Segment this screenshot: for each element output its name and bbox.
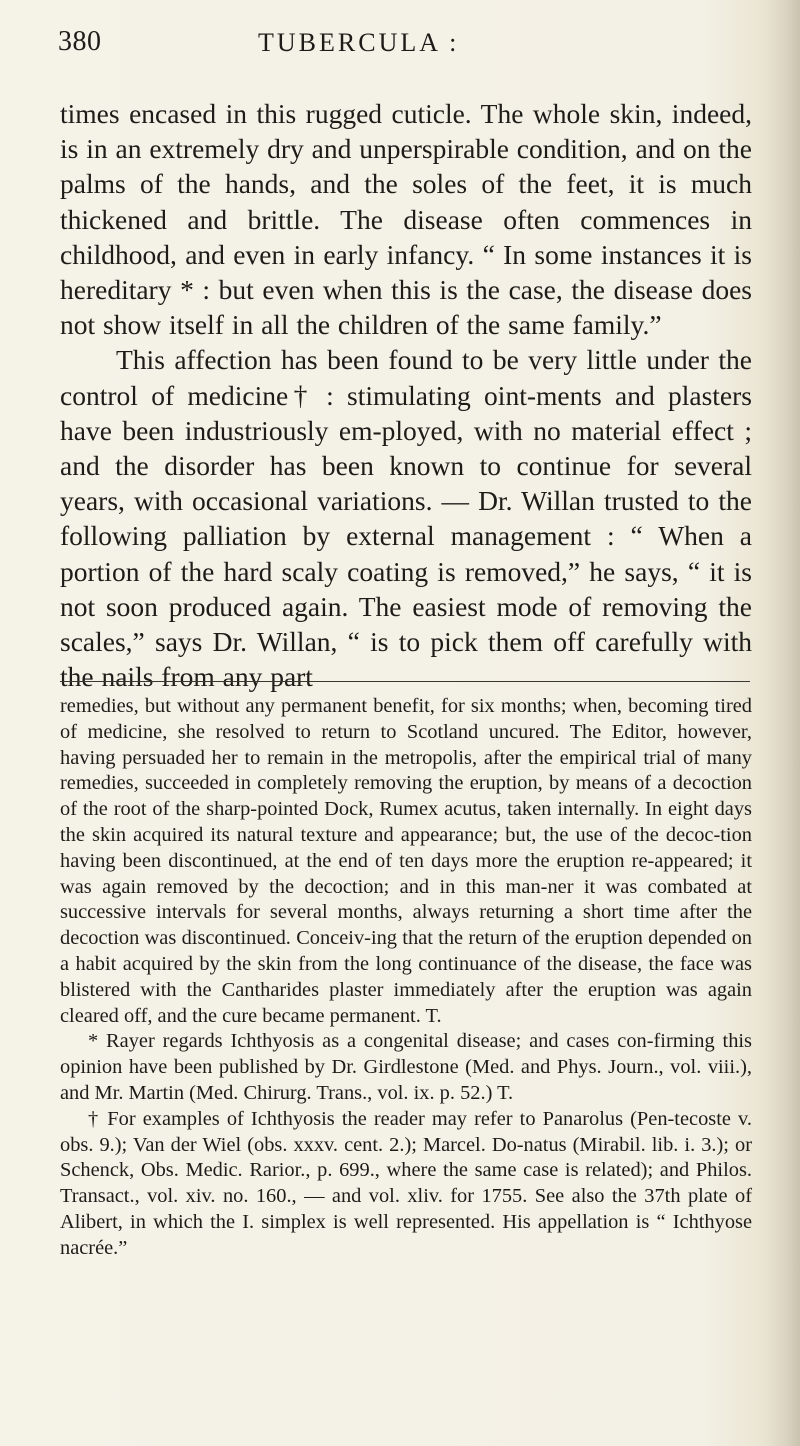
footnote-asterisk: * Rayer regards Ichthyosis as a congenital disease; and cases con-firming this opinion have been published by Dr. Girdlestone (Med. and Phys. Journ., vol. viii.), and Mr. Martin (Med. Chirurg. Trans., vol. ix. p. 52.) T.	[60, 1030, 752, 1104]
page-edge-shadow	[764, 0, 800, 1446]
page-number: 380	[58, 26, 102, 57]
footnote-dagger: † For examples of Ichthyosis the reader may refer to Panarolus (Pen-tecoste v. obs. 9.); Van der Wiel (obs. xxxv. cent. 2.); Marcel. Do-natus (Mirabil. lib. i. 3.); or Schenck, Obs. Medic. Rarior., p. 699., where the same case is related); and Philos. Transact., vol. xiv. no. 160., — and vol. xliv. for 1755. See also the 37th plate of Alibert, in which the I. simplex is well represented. His appellation is “ Ichthyose nacrée.”	[60, 1107, 752, 1259]
running-head: TUBERCULA :	[258, 28, 460, 57]
footnote-continuation: remedies, but without any permanent benefit, for six months; when, becoming tired of medicine, she resolved to return to Scotland uncured. The Editor, however, having persuaded her to remain in the metropolis, after the empirical trial of many remedies, succeeded in completely removing the eruption, by means of a decoction of the root of the sharp-pointed Dock, Rumex acutus, taken internally. In eight days the skin acquired its natural texture and appearance; but, the use of the decoc-tion having been discontinued, at the end of ten days more the eruption re-appeared; it was again removed by the decoction; and in this man-ner it was combated at successive intervals for several months, always returning a short time after the decoction was discontinued. Conceiv-ing that the return of the eruption depended on a habit acquired by the skin from the long continuance of the disease, the face was blistered with the Cantharides plaster immediately after the eruption was again cleared off, and the cure became permanent. T.	[60, 695, 752, 1027]
footnote-divider	[60, 681, 750, 682]
paragraph-2: This affection has been found to be very little under the control of medicine† : stimulating oint-ments and plasters have been industriously em-ployed, with no material effect ; and the disorder has been known to continue for several years, with occasional variations. — Dr. Willan trusted to the following palliation by external management : “ When a portion of the hard scaly coating is removed,” he says, “ it is not soon produced again. The easiest mode of removing the scales,” says Dr. Willan, “ is to pick them off carefully with the nails from any part	[60, 344, 752, 693]
paragraph-1: times encased in this rugged cuticle. The whole skin, indeed, is in an extremely dry and unperspirable condition, and on the palms of the hands, and the soles of the feet, it is much thickened and brittle. The disease often commences in childhood, and even in early infancy. “ In some instances it is hereditary * : but even when this is the case, the disease does not show itself in all the children of the same family.”	[60, 98, 752, 341]
page-header	[58, 26, 730, 66]
main-text	[60, 96, 752, 694]
footnotes	[60, 694, 752, 1262]
